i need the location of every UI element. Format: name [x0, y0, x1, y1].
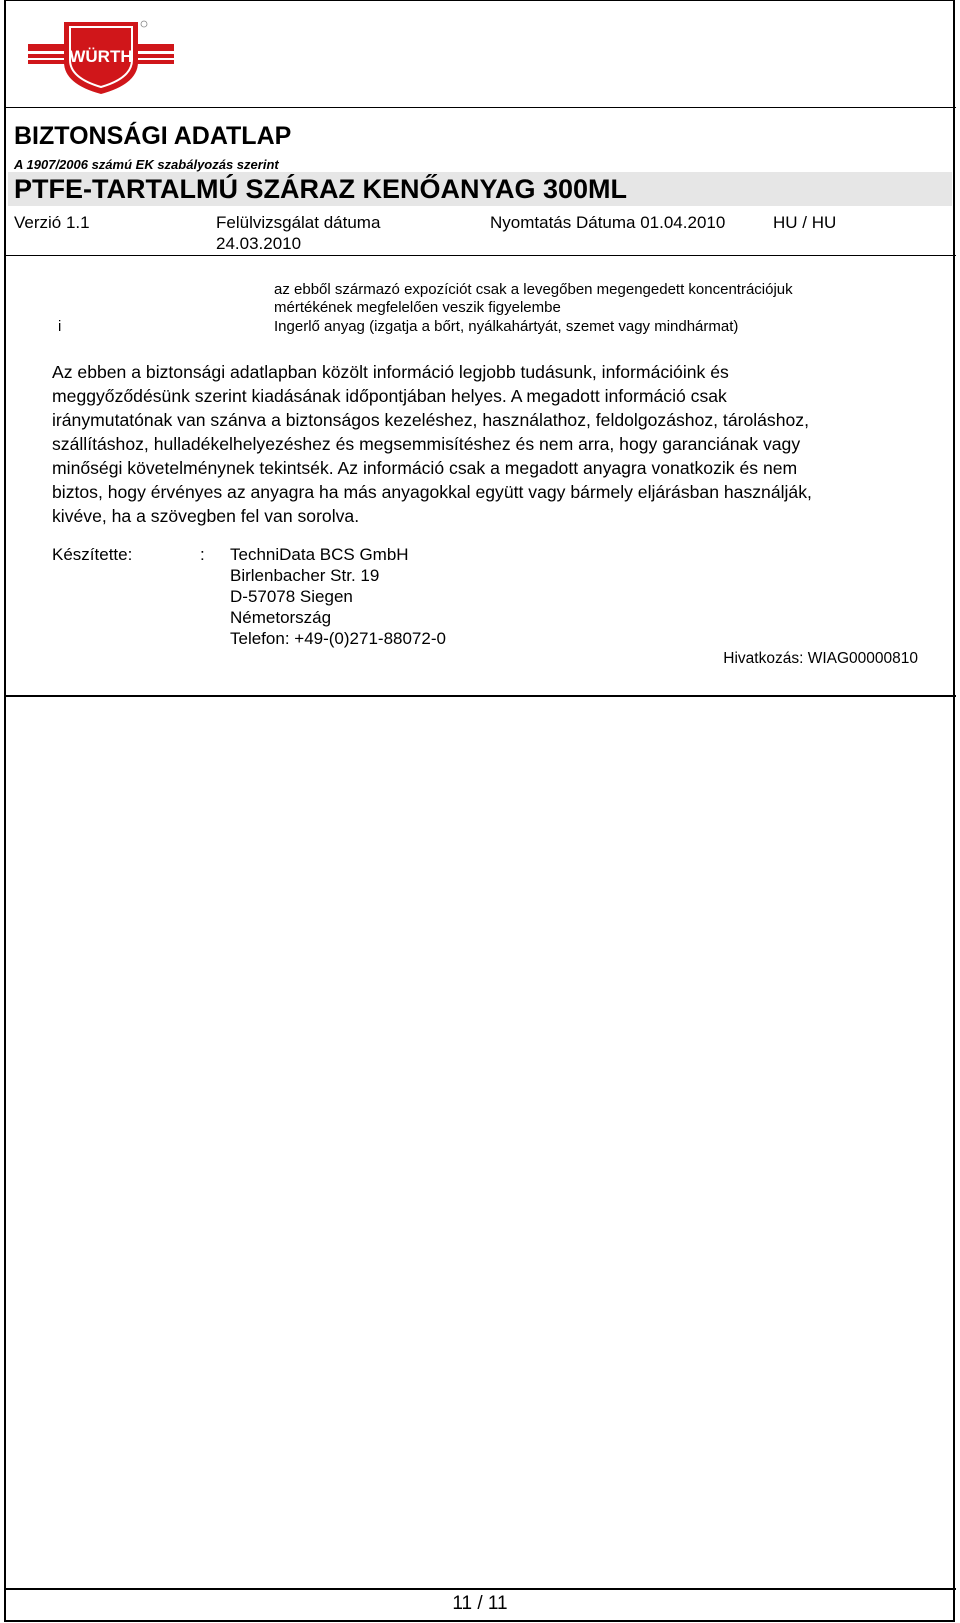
company-phone: Telefon: +49-(0)271-88072-0 — [230, 629, 446, 648]
company-country: Németország — [230, 608, 332, 627]
revision-date: 24.03.2010 — [216, 234, 302, 253]
regulation-subtitle: A 1907/2006 számú EK szabályozás szerint — [14, 157, 279, 172]
disclaimer-line: szállításhoz, hulladékelhelyezéshez és megsemmisítéshez és nem arra, hogy garanciának vagy — [52, 434, 801, 454]
header-divider — [4, 107, 956, 108]
revision-label: Felülvizsgálat dátuma — [216, 213, 381, 232]
meta-divider — [4, 255, 956, 256]
disclaimer-paragraph — [52, 360, 952, 528]
irritant-phrase: Ingerlő anyag (izgatja a bőrt, nyálkahártyát, szemet vagy mindhármat) — [274, 318, 739, 335]
disclaimer-line: meggyőződésünk szerint kiadásának időpontjában helyes. A megadott információ csak — [52, 386, 727, 406]
reference-number: Hivatkozás: WIAG00000810 — [723, 650, 918, 667]
print-date: Nyomtatás Dátuma 01.04.2010 — [490, 213, 726, 232]
language: HU / HU — [773, 213, 837, 232]
disclaimer-line: Az ebben a biztonsági adatlapban közölt információ legjobb tudásunk, információink és — [52, 362, 729, 382]
company-name: TechniData BCS GmbH — [230, 545, 409, 564]
content-divider — [4, 695, 956, 697]
disclaimer-line: iránymutatónak van szánva a biztonságos kezeléshez, használathoz, feldolgozáshoz, tároláshoz, — [52, 410, 809, 430]
disclaimer-line: biztos, hogy érvényes az anyagra ha más anyagokkal együtt vagy bármely eljárásban használják, — [52, 482, 812, 502]
wurth-logo — [26, 18, 176, 98]
disclaimer-line: minőségi követelménynek tekintsék. Az információ csak a megadott anyagra vonatkozik és nem — [52, 458, 798, 478]
company-city: D-57078 Siegen — [230, 587, 353, 606]
page-number: 11 / 11 — [452, 1593, 508, 1614]
version: Verzió 1.1 — [14, 213, 90, 232]
product-name: PTFE-TARTALMÚ SZÁRAZ KENŐANYAG 300ML — [14, 174, 628, 204]
page-frame — [4, 0, 955, 1622]
prepared-by-colon: : — [200, 545, 205, 564]
exposure-note-line1: az ebből származó expozíciót csak a levegőben megengedett koncentrációjuk — [274, 281, 793, 298]
logo-text: WÜRTH — [69, 47, 133, 66]
exposure-note-line2: mértékének megfelelően veszik figyelembe — [274, 299, 561, 316]
disclaimer-line: kivéve, ha a szövegben fel van sorolva. — [52, 506, 360, 526]
document-title: BIZTONSÁGI ADATLAP — [14, 122, 292, 150]
prepared-by-label: Készítette: — [52, 545, 133, 564]
company-street: Birlenbacher Str. 19 — [230, 566, 380, 585]
footer-divider — [4, 1588, 956, 1590]
risk-symbol: i — [58, 318, 62, 335]
